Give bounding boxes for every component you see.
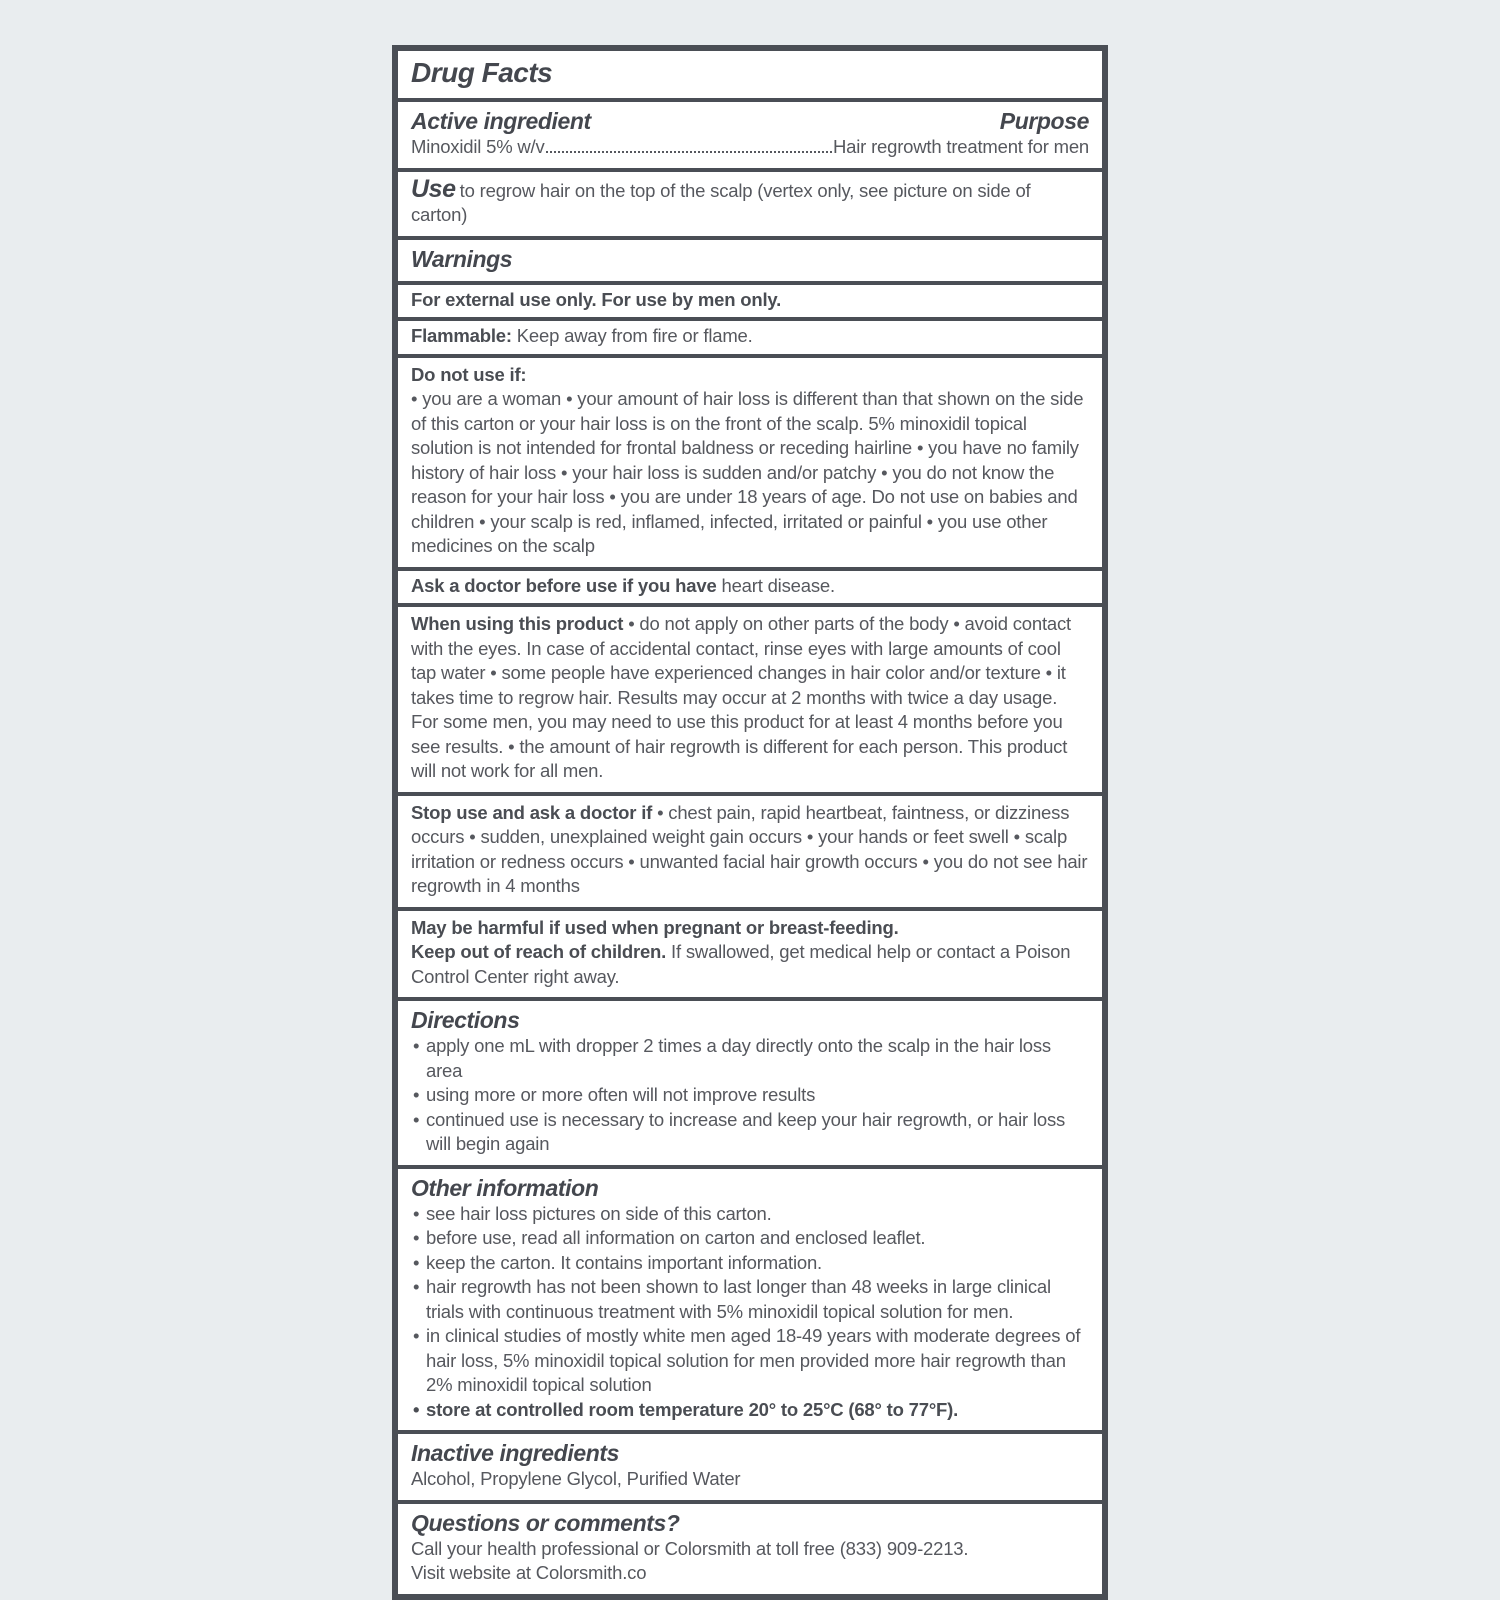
ask-doctor-bold: Ask a doctor before use if you have xyxy=(411,574,717,596)
other-information-heading: Other information xyxy=(411,1174,599,1201)
active-ingredient-purpose: Hair regrowth treatment for men xyxy=(833,136,1089,157)
keep-out-of-reach-bold: Keep out of reach of children. xyxy=(411,941,667,962)
drug-facts-panel xyxy=(392,45,1108,1600)
do-not-use-heading: Do not use if: xyxy=(411,363,527,385)
other-information-item: • see hair loss pictures on side of this carton. xyxy=(411,1202,1089,1227)
do-not-use-section xyxy=(398,358,1102,571)
questions-section xyxy=(398,1504,1102,1594)
questions-phone-line: Call your health professional or Colorsmith at toll free (833) 909-2213. xyxy=(411,1537,969,1559)
drug-facts-header-section xyxy=(398,51,1102,102)
other-information-item: • keep the carton. It contains important information. xyxy=(411,1251,1089,1276)
harmful-line: May be harmful if used when pregnant or breast-feeding. xyxy=(411,916,899,938)
directions-heading: Directions xyxy=(411,1007,520,1033)
directions-item: • continued use is necessary to increase and keep your hair regrowth, or hair loss will begin again xyxy=(411,1108,1089,1157)
dotted-leader xyxy=(546,151,832,153)
directions-list xyxy=(411,1034,1089,1157)
do-not-use-text: • you are a woman • your amount of hair loss is different than that shown on the side of this carton or your hair loss is on the front of the scalp. 5% minoxidil topical solution is not intended for frontal baldness or receding hairline • you have no family history of hair loss • your hair loss is sudden and/or patchy • you do not know the reason for your hair loss • you are under 18 years of age. Do not use on babies and children • your scalp is red, inflamed, infected, irritated or painful • you use other medicines on the scalp xyxy=(411,388,1084,556)
stop-use-bold: Stop use and ask a doctor if xyxy=(411,801,653,823)
when-using-text: • do not apply on other parts of the body • avoid contact with the eyes. In case of accidental contact, rinse eyes with large amounts of cool tap water • some people have experienced changes in hair color and/or texture • it takes time to regrow hair. Results may occur at 2 months with twice a day usage. For some men, you may need to use this product for at least 4 months before you see results. • the amount of hair regrowth is different for each person. This product will not work for all men. xyxy=(411,613,1071,781)
when-using-bold: When using this product xyxy=(411,613,624,634)
inactive-ingredients-text: Alcohol, Propylene Glycol, Purified Water xyxy=(411,1468,741,1489)
use-text: to regrow hair on the top of the scalp (vertex only, see picture on side of carton) xyxy=(411,179,1031,225)
stop-use-section xyxy=(398,796,1102,911)
when-using-section xyxy=(398,607,1102,796)
other-information-store-item: • store at controlled room temperature 20° to 25°C (68° to 77°F). xyxy=(411,1398,1089,1423)
other-information-item: • hair regrowth has not been shown to last longer than 48 weeks in large clinical trials with continuous treatment with 5% minoxidil topical solution for men. xyxy=(411,1275,1089,1324)
active-ingredient-section xyxy=(398,102,1102,172)
flammable-section xyxy=(398,321,1102,358)
external-use-section xyxy=(398,285,1102,322)
keep-out-of-reach-text: If swallowed, get medical help or contact a Poison Control Center right away. xyxy=(411,941,1071,987)
other-information-list xyxy=(411,1202,1089,1423)
directions-item: • apply one mL with dropper 2 times a day directly onto the scalp in the hair loss area xyxy=(411,1034,1089,1083)
inactive-ingredients-heading: Inactive ingredients xyxy=(411,1440,620,1466)
active-ingredient-row xyxy=(411,135,1089,160)
warnings-header-section xyxy=(398,240,1102,285)
questions-heading: Questions or comments? xyxy=(411,1509,680,1536)
active-ingredient-heading-row xyxy=(411,107,1089,135)
other-information-section xyxy=(398,1169,1102,1435)
ask-doctor-text: heart disease. xyxy=(721,574,835,596)
purpose-heading: Purpose xyxy=(999,108,1089,134)
inactive-ingredients-section xyxy=(398,1434,1102,1504)
external-use-text: For external use only. For use by men only. xyxy=(411,288,782,310)
stop-use-text: • chest pain, rapid heartbeat, faintness, or dizziness occurs • sudden, unexplained weight gain occurs • your hands or feet swell • scalp irritation or redness occurs • unwanted facial hair growth occurs • you do not see hair regrowth in 4 months xyxy=(411,801,1088,896)
flammable-bold: Flammable: xyxy=(411,325,512,346)
directions-item: • using more or more often will not improve results xyxy=(411,1083,1089,1108)
ask-doctor-section xyxy=(398,571,1102,608)
active-ingredient-heading: Active ingredient xyxy=(411,108,591,134)
use-section xyxy=(398,172,1102,240)
other-information-item: • in clinical studies of mostly white men aged 18-49 years with moderate degrees of hair loss, 5% minoxidil topical solution for men provided more hair regrowth than 2% minoxidil topical solution xyxy=(411,1324,1089,1398)
other-information-item: • before use, read all information on carton and enclosed leaflet. xyxy=(411,1226,1089,1251)
questions-website-line: Visit website at Colorsmith.co xyxy=(411,1562,647,1583)
flammable-text: Keep away from fire or flame. xyxy=(516,325,753,346)
warnings-heading: Warnings xyxy=(411,245,513,272)
directions-section xyxy=(398,1001,1102,1169)
keep-out-of-reach-line xyxy=(411,940,1089,989)
use-heading: Use xyxy=(411,174,456,203)
drug-facts-title: Drug Facts xyxy=(411,57,553,88)
harmful-section xyxy=(398,911,1102,1002)
active-ingredient-name: Minoxidil 5% w/v xyxy=(411,136,545,157)
